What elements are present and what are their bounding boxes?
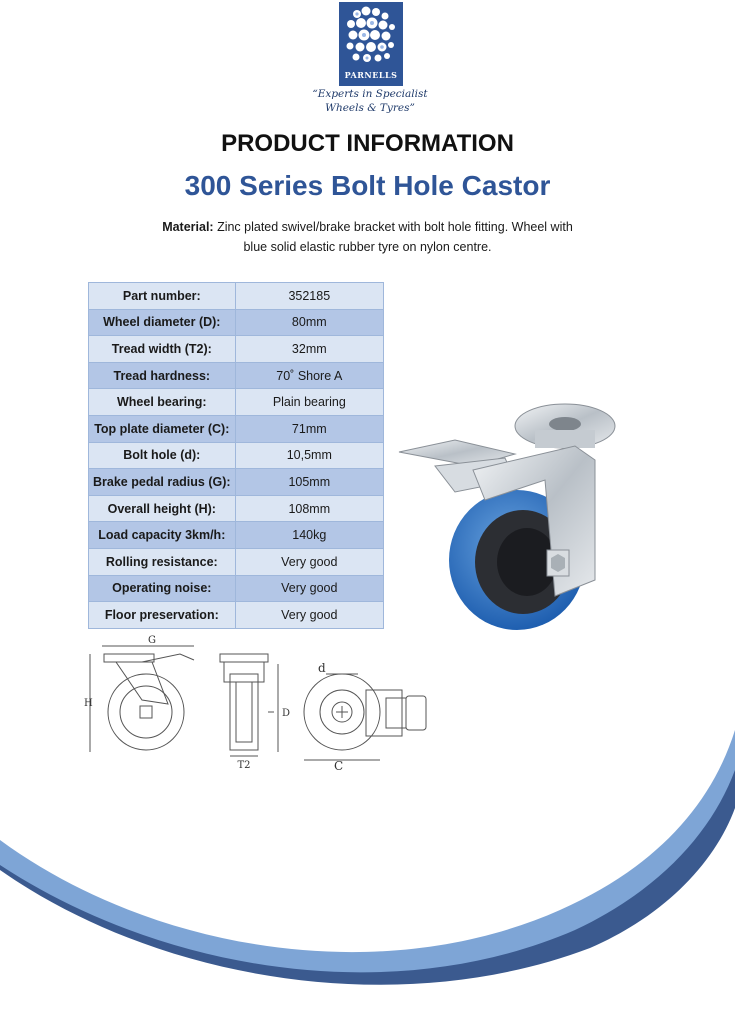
spec-label: Wheel diameter (D): xyxy=(89,309,236,336)
table-row xyxy=(89,602,384,629)
table-row xyxy=(89,495,384,522)
dimension-label-t2: T2 xyxy=(237,760,251,771)
tagline-line-1: “Experts in Specialist xyxy=(312,88,428,100)
spec-label: Operating noise: xyxy=(89,575,236,602)
spec-label: Brake pedal radius (G): xyxy=(89,469,236,496)
spec-value: 80mm xyxy=(235,309,383,336)
spec-value: 105mm xyxy=(235,469,383,496)
spec-label: Load capacity 3km/h: xyxy=(89,522,236,549)
table-row xyxy=(89,336,384,363)
table-row xyxy=(89,575,384,602)
material-line-1 xyxy=(60,220,675,234)
table-row xyxy=(89,283,384,310)
spec-value: Plain bearing xyxy=(235,389,383,416)
spec-label: Top plate diameter (C): xyxy=(89,415,236,442)
material-text-1: Zinc plated swivel/brake bracket with bolt hole fitting. Wheel with xyxy=(213,220,573,234)
spec-label: Rolling resistance: xyxy=(89,548,236,575)
spec-value: 71mm xyxy=(235,415,383,442)
spec-value: Very good xyxy=(235,575,383,602)
table-row xyxy=(89,548,384,575)
table-row xyxy=(89,442,384,469)
spec-value: Very good xyxy=(235,548,383,575)
spec-table xyxy=(88,282,384,629)
table-row xyxy=(89,362,384,389)
spec-label: Bolt hole (d): xyxy=(89,442,236,469)
spec-label: Floor preservation: xyxy=(89,602,236,629)
section-heading: PRODUCT INFORMATION xyxy=(221,130,514,157)
table-row xyxy=(89,415,384,442)
spec-value: 32mm xyxy=(235,336,383,363)
castor-product-image xyxy=(395,400,667,632)
spec-value: 352185 xyxy=(235,283,383,310)
dimension-label-d-upper: D xyxy=(282,708,291,719)
parnells-circles-logo-icon xyxy=(339,2,403,72)
product-title: 300 Series Bolt Hole Castor xyxy=(184,170,551,201)
spec-value: 140kg xyxy=(235,522,383,549)
tagline-line-2: Wheels & Tyres” xyxy=(325,102,415,114)
spec-label: Wheel bearing: xyxy=(89,389,236,416)
spec-value: Very good xyxy=(235,602,383,629)
table-row xyxy=(89,389,384,416)
dimension-label-d-lower: d xyxy=(318,661,326,675)
decorative-wave-footer xyxy=(0,720,735,1024)
spec-value: 70˚ Shore A xyxy=(235,362,383,389)
brand-name: PARNELLS xyxy=(344,70,398,80)
dimension-label-h: H xyxy=(84,698,93,709)
table-row xyxy=(89,309,384,336)
dimension-label-c: C xyxy=(334,759,344,772)
spec-label: Overall height (H): xyxy=(89,495,236,522)
spec-label: Tread width (T2): xyxy=(89,336,236,363)
material-line-2: blue solid elastic rubber tyre on nylon centre. xyxy=(243,240,492,254)
spec-value: 10,5mm xyxy=(235,442,383,469)
table-row xyxy=(89,522,384,549)
spec-label: Part number: xyxy=(89,283,236,310)
table-row xyxy=(89,469,384,496)
material-label: Material: xyxy=(162,220,214,234)
spec-label: Tread hardness: xyxy=(89,362,236,389)
dimension-label-g: G xyxy=(148,635,156,646)
spec-value: 108mm xyxy=(235,495,383,522)
